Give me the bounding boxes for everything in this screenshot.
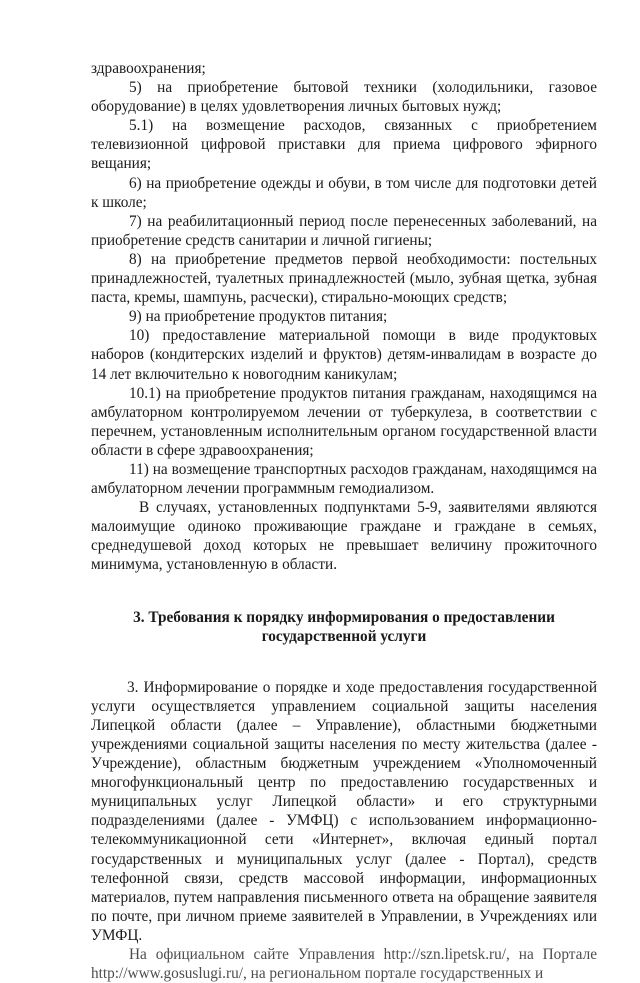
- paragraph-item-7: 7) на реабилитационный период после перенесенных заболеваний, на приобретение средств санитарии и личной гигиены;: [91, 212, 597, 249]
- paragraph-official-sites: На официальном сайте Управления http://szn.lipetsk.ru/, на Портале http://www.gosuslugi.ru/, на региональном портале государственных и: [91, 946, 597, 983]
- paragraph-item-10-1: 10.1) на приобретение продуктов питания гражданам, находящимся на амбулаторном контролируемом лечении от туберкулеза, в соответствии с перечнем, установленным исполнительным органом государственной власти области в сфере здравоохранения;: [91, 384, 597, 459]
- paragraph-item-5-1: 5.1) на возмещение расходов, связанных с приобретением телевизионной цифровой приставки для приема цифрового эфирного вещания;: [91, 117, 597, 173]
- paragraph-item-10: 10) предоставление материальной помощи в виде продуктовых наборов (кондитерских изделий и фруктов) детям-инвалидам в возрасте до 14 лет включительно к новогодним каникулам;: [91, 327, 597, 383]
- section-heading: 3. Требования к порядку информирования о предоставлении государственной услуги: [133, 608, 555, 645]
- paragraph-item-11: 11) на возмещение транспортных расходов гражданам, находящимся на амбулаторном лечении программным гемодиализом.: [91, 460, 597, 498]
- document-body: [91, 59, 597, 983]
- paragraph-section-3: 3. Информирование о порядке и ходе предоставления государственной услуги осуществляется управлением социальной защиты населения Липецкой области (далее – Управление), областными бюджетными учреждениями социальной защиты населения по месту жительства (далее - Учреждение), областным бюджетным учреждением «Уполномоченный многофункциональный центр по предоставлению государственных и муниципальных услуг Липецкой области» и его структурными подразделениями (далее - УМФЦ) с использованием информационно-телекоммуникационной сети «Интернет», включая единый портал государственных и муниципальных услуг (далее - Портал), средств телефонной связи, средств массовой информации, информационных материалов, путем направления письменного ответа на обращение заявителя по почте, при личном приеме заявителей в Управлении, в Учреждениях или УМФЦ.: [91, 678, 597, 944]
- paragraph-healthcare-tail: здравоохранения;: [91, 60, 206, 77]
- paragraph-item-8: 8) на приобретение предметов первой необходимости: постельных принадлежностей, туалетных принадлежностей (мыло, зубная щетка, зубная паста, кремы, шампунь, расчески), стирально-моющих средств;: [91, 250, 597, 307]
- paragraph-item-6: 6) на приобретение одежды и обуви, в том числе для подготовки детей к школе;: [91, 174, 597, 211]
- paragraph-item-5: 5) на приобретение бытовой техники (холодильники, газовое оборудование) в целях удовлетворения личных бытовых нужд;: [91, 79, 597, 116]
- paragraph-eligibility: В случаях, установленных подпунктами 5-9, заявителями являются малоимущие одиноко проживающие граждане и граждане в семьях, среднедушевой доход которых не превышает величину прожиточного минимума, установленную в области.: [91, 499, 597, 574]
- paragraph-item-9: 9) на приобретение продуктов питания;: [129, 308, 388, 326]
